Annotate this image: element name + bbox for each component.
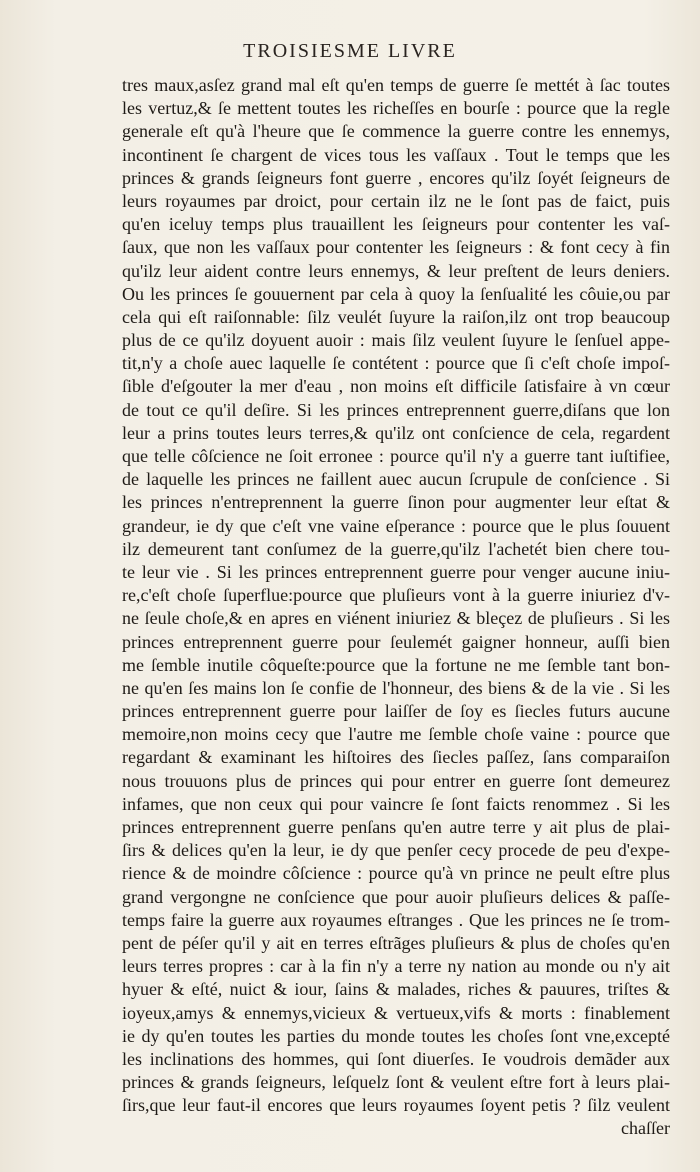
text-line: les vertuz,& ſe mettent toutes les richeſſes en bourſe : pource que la regle: [122, 98, 670, 119]
text-line: cela qui eſt raiſonnable: ſilz veulét ſuyure la raiſon,ilz ont trop beaucoup: [122, 306, 670, 327]
text-line: regardant & examinant les hiſtoires des ſiecles paſſez, ſans comparaiſon: [122, 747, 670, 768]
text-line: les princes n'entreprennent la guerre ſinon pour augmenter leur eſtat &: [122, 492, 670, 513]
text-line: ioyeux,amys & ennemys,vicieux & vertueux,vifs & morts : finablement: [122, 1002, 670, 1023]
text-line: qu'en iceluy temps plus trauaillent les ſeigneurs pour contenter les vaſ-: [122, 214, 670, 235]
text-line: grandeur, ie dy que c'eſt vne vaine eſperance : pource que le plus ſouuent: [122, 515, 670, 536]
text-line: plus de ce qu'ilz doyuent auoir : mais ſilz veulent ſuyure le ſenſuel appe-: [122, 330, 670, 351]
text-line: ie dy qu'en toutes les parties du monde toutes les choſes ſont vne,excepté: [122, 1025, 670, 1046]
running-head: TROISIESME LIVRE: [243, 40, 457, 62]
text-line: me ſemble inutile côqueſte:pource que la fortune ne me ſemble tant bon-: [122, 654, 670, 675]
text-line: princes & grands ſeigneurs, leſquelz ſont & veulent eſtre fort à leurs plai-: [122, 1072, 670, 1093]
text-line: pent de péſer qu'il y ait en terres eſtrãges pluſieurs & plus de choſes qu'en: [122, 932, 670, 953]
text-line: incontinent ſe chargent de vices tous les vaſſaux . Tout le temps que les: [122, 144, 670, 165]
text-line: princes entreprennent guerre penſans qu'en autre terre y ait plus de plai-: [122, 817, 670, 837]
text-line: ſaux, que non les vaſſaux pour contenter les ſeigneurs : & font cecy à fin: [122, 237, 670, 258]
text-line: leurs royaumes par droict, pour certain ilz ne le ſont pas de faict, puis: [122, 190, 670, 211]
text-line: nous trouuons plus de princes qui pour entrer en guerre ſont demeurez: [122, 770, 670, 791]
body-text: [122, 74, 670, 1141]
text-line: generale eſt qu'à l'heure que ſe commence la guerre contre les ennemys,: [122, 121, 670, 142]
text-line: rience & de moindre côſcience : pource qu'à vn prince ne peult eſtre plus: [122, 863, 670, 884]
text-line: princes entreprennent guerre pour ſeulemét gaigner honneur, auſſi bien: [122, 631, 670, 652]
text-line: grand vergongne ne conſcience que pour auoir pluſieurs delices & paſſe-: [122, 886, 670, 907]
text-line: ſirs,que leur faut-il encores que leurs royaumes ſoyent petis ? ſilz veulent: [122, 1095, 670, 1116]
text-line: ilz demeurent tant conſumez de la guerre,qu'ilz l'achetét bien chere tou-: [122, 538, 670, 559]
text-line: princes & grands ſeigneurs font guerre , encores qu'ilz ſoyét ſeigneurs de: [122, 167, 670, 188]
text-line: tres maux,asſez grand mal eſt qu'en temps de guerre ſe mettét à ſac toutes: [122, 75, 670, 95]
catchword: chaſſer: [621, 1118, 670, 1139]
text-line: que telle côſcience ne ſoit erronee : pource qu'il n'y a guerre tant iuſtifiee,: [122, 446, 670, 466]
text-line: leur a prins toutes leurs terres,& qu'ilz ont conſcience de cela, regardent: [122, 422, 670, 443]
text-line: leurs terres propres : car à la fin n'y a terre ny nation au monde ou n'y ait: [122, 956, 670, 977]
text-line: qu'ilz leur aident contre leurs ennemys, & leur preſtent de leurs deniers.: [122, 260, 670, 281]
text-line: de tout ce qu'il deſire. Si les princes entreprennent guerre,diſans que lon: [122, 399, 670, 420]
text-line: ne qu'en ſes mains lon ſe confie de l'honneur, des biens & de la vie . Si les: [122, 677, 670, 698]
text-line: te leur vie . Si les princes entreprennent guerre pour venger aucune iniu-: [122, 561, 670, 582]
text-line: ne ſeule choſe,& en apres en viénent iniuriez & bleçez de pluſieurs . Si les: [122, 608, 670, 629]
text-line: temps faire la guerre aux royaumes eſtranges . Que les princes ne ſe trom-: [122, 909, 670, 930]
text-line: ſible d'eſgouter la mer d'eau , non moins eſt difficile ſatisfaire à vn cœur: [122, 376, 670, 397]
text-line: Ou les princes ſe gouuernent par cela à quoy la ſenſualité les côuie,ou par: [122, 283, 670, 304]
text-line: infames, que non ceux qui pour vaincre ſe ſont faicts renommez . Si les: [122, 793, 670, 814]
text-line: de laquelle les princes ne faillent auec aucun ſcrupule de conſcience . Si: [122, 469, 670, 490]
text-line: memoire,non moins cecy que l'autre me ſemble choſe vaine : pource que: [122, 724, 670, 745]
text-line: hyuer & eſté, nuict & iour, ſains & malades, riches & pauures, triſtes &: [122, 979, 670, 1000]
text-line: tit,n'y a choſe auec laquelle ſe contétent : pource que ſi c'eſt choſe impoſ-: [122, 353, 670, 374]
text-line: ſirs & delices qu'en la leur, ie dy que penſer cecy procede de peu d'expe-: [122, 840, 670, 861]
text-line: les inclinations des hommes, qui ſont diuerſes. Ie voudrois demãder aux: [122, 1048, 670, 1069]
text-line: re,c'eſt choſe ſuperflue:pource que pluſieurs vont à la guerre iniuriez d'v-: [122, 585, 670, 606]
text-line: princes entreprennent guerre pour laiſſer de ſoy es ſiecles futurs aucune: [122, 701, 670, 722]
